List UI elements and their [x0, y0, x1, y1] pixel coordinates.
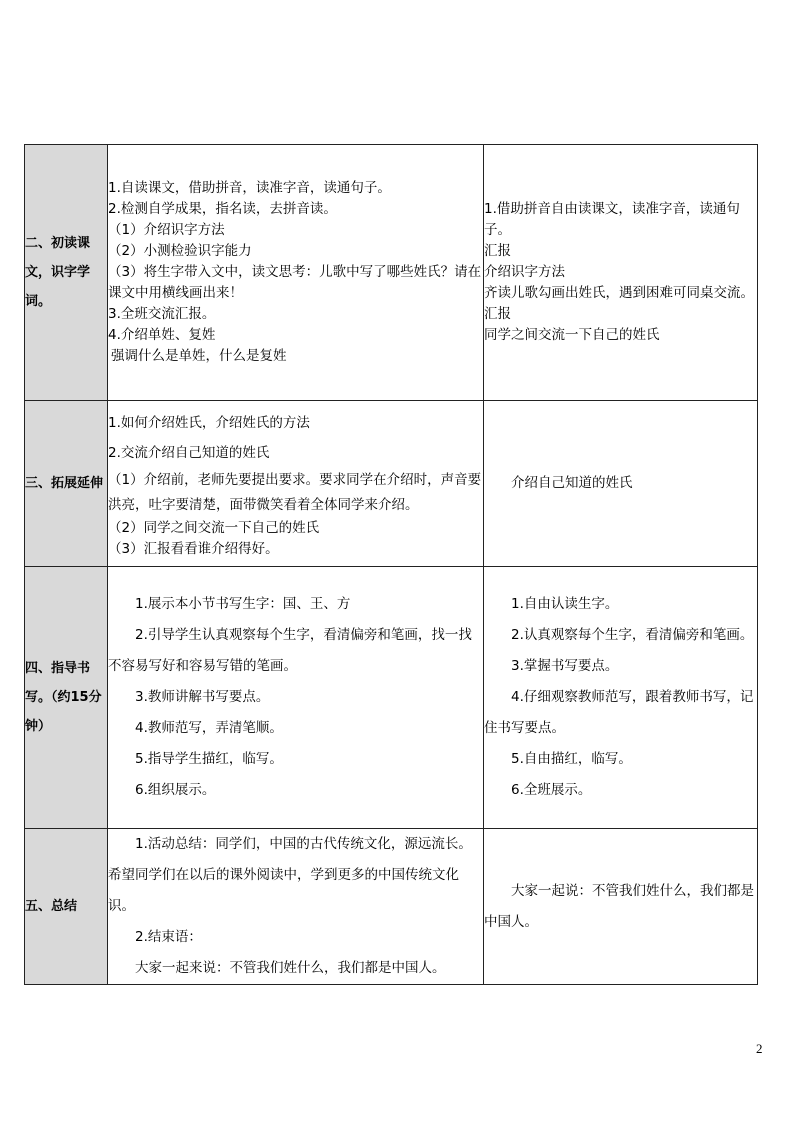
teacher-activity-cell	[108, 567, 484, 829]
teacher-line: （2）小测检验识字能力	[108, 243, 252, 259]
student-line: 齐读儿歌勾画出姓氏，遇到困难可同桌交流。	[484, 285, 754, 301]
teacher-line: 大家一起来说：不管我们姓什么，我们都是中国人。	[135, 960, 446, 976]
lesson-plan-table	[24, 144, 758, 985]
student-line: 4.仔细观察教师范写，跟着教师书写，记住书写要点。	[484, 689, 754, 736]
teacher-line: 1.展示本小节书写生字：国、王、方	[135, 596, 351, 612]
student-line: 汇报	[484, 243, 511, 259]
step-cell: 五、总结	[25, 829, 108, 985]
step-cell: 四、指导书写。（约15分钟）	[25, 567, 108, 829]
student-activity-cell	[484, 567, 758, 829]
teacher-line: 3.全班交流汇报。	[108, 306, 216, 322]
step-cell: 三、拓展延伸	[25, 401, 108, 567]
step-cell: 二、初读课文，识字学词。	[25, 145, 108, 401]
teacher-line: 强调什么是单姓，什么是复姓	[111, 348, 287, 364]
student-line: 介绍自己知道的姓氏	[511, 475, 633, 491]
student-line: 大家一起说：不管我们姓什么，我们都是中国人。	[484, 882, 754, 930]
student-line: 5.自由描红，临写。	[511, 751, 632, 767]
teacher-line: （2）同学之间交流一下自己的姓氏	[108, 519, 320, 536]
student-activity-cell	[484, 401, 758, 567]
teacher-line: 2.结束语：	[135, 929, 202, 945]
student-line: 2.认真观察每个生字，看清偏旁和笔画。	[511, 627, 754, 643]
student-line: 1.借助拼音自由读课文，读准字音，读通句子。	[484, 201, 740, 238]
student-line: 6.全班展示。	[511, 782, 592, 798]
table-row	[25, 145, 758, 401]
student-line: 3.掌握书写要点。	[511, 658, 619, 674]
table-row	[25, 829, 758, 985]
page-number: 2	[756, 1041, 763, 1056]
teacher-line: 1.如何介绍姓氏，介绍姓氏的方法	[108, 414, 310, 431]
teacher-line: 2.引导学生认真观察每个生字，看清偏旁和笔画，找一找不容易写好和容易写错的笔画。	[108, 627, 472, 674]
teacher-line: 1.活动总结：同学们，中国的古代传统文化，源远流长。希望同学们在以后的课外阅读中，学到更多的中国传统文化识。	[108, 836, 472, 914]
teacher-line: 3.教师讲解书写要点。	[135, 689, 270, 705]
student-activity-cell	[484, 145, 758, 401]
teacher-activity-cell	[108, 401, 484, 567]
teacher-line: （3）将生字带入文中，读文思考：儿歌中写了哪些姓氏？请在课文中用横线画出来！	[108, 264, 482, 301]
teacher-line: （1）介绍识字方法	[108, 222, 225, 238]
student-activity-cell	[484, 829, 758, 985]
teacher-line: 4.教师范写，弄清笔顺。	[135, 720, 283, 736]
table-row	[25, 567, 758, 829]
teacher-line: 1.自读课文，借助拼音，读准字音，读通句子。	[108, 180, 391, 196]
student-line: 介绍识字方法	[484, 264, 565, 280]
teacher-line: 4.介绍单姓、复姓	[108, 327, 216, 343]
teacher-line: （1）介绍前，老师先要提出要求。要求同学在介绍时，声音要洪亮，吐字要清楚，面带微笑看着全体同学来介绍。	[108, 471, 482, 513]
table-row	[25, 401, 758, 567]
teacher-activity-cell	[108, 145, 484, 401]
teacher-line: 6.组织展示。	[135, 782, 216, 798]
teacher-line: （3）汇报看看谁介绍得好。	[108, 540, 279, 557]
teacher-line: 2.交流介绍自己知道的姓氏	[108, 444, 270, 461]
student-line: 同学之间交流一下自己的姓氏	[484, 327, 660, 343]
teacher-activity-cell	[108, 829, 484, 985]
student-line: 1.自由认读生字。	[511, 596, 619, 612]
teacher-line: 5.指导学生描红，临写。	[135, 751, 283, 767]
student-line: 汇报	[484, 306, 511, 322]
teacher-line: 2.检测自学成果，指名读，去拼音读。	[108, 201, 337, 217]
